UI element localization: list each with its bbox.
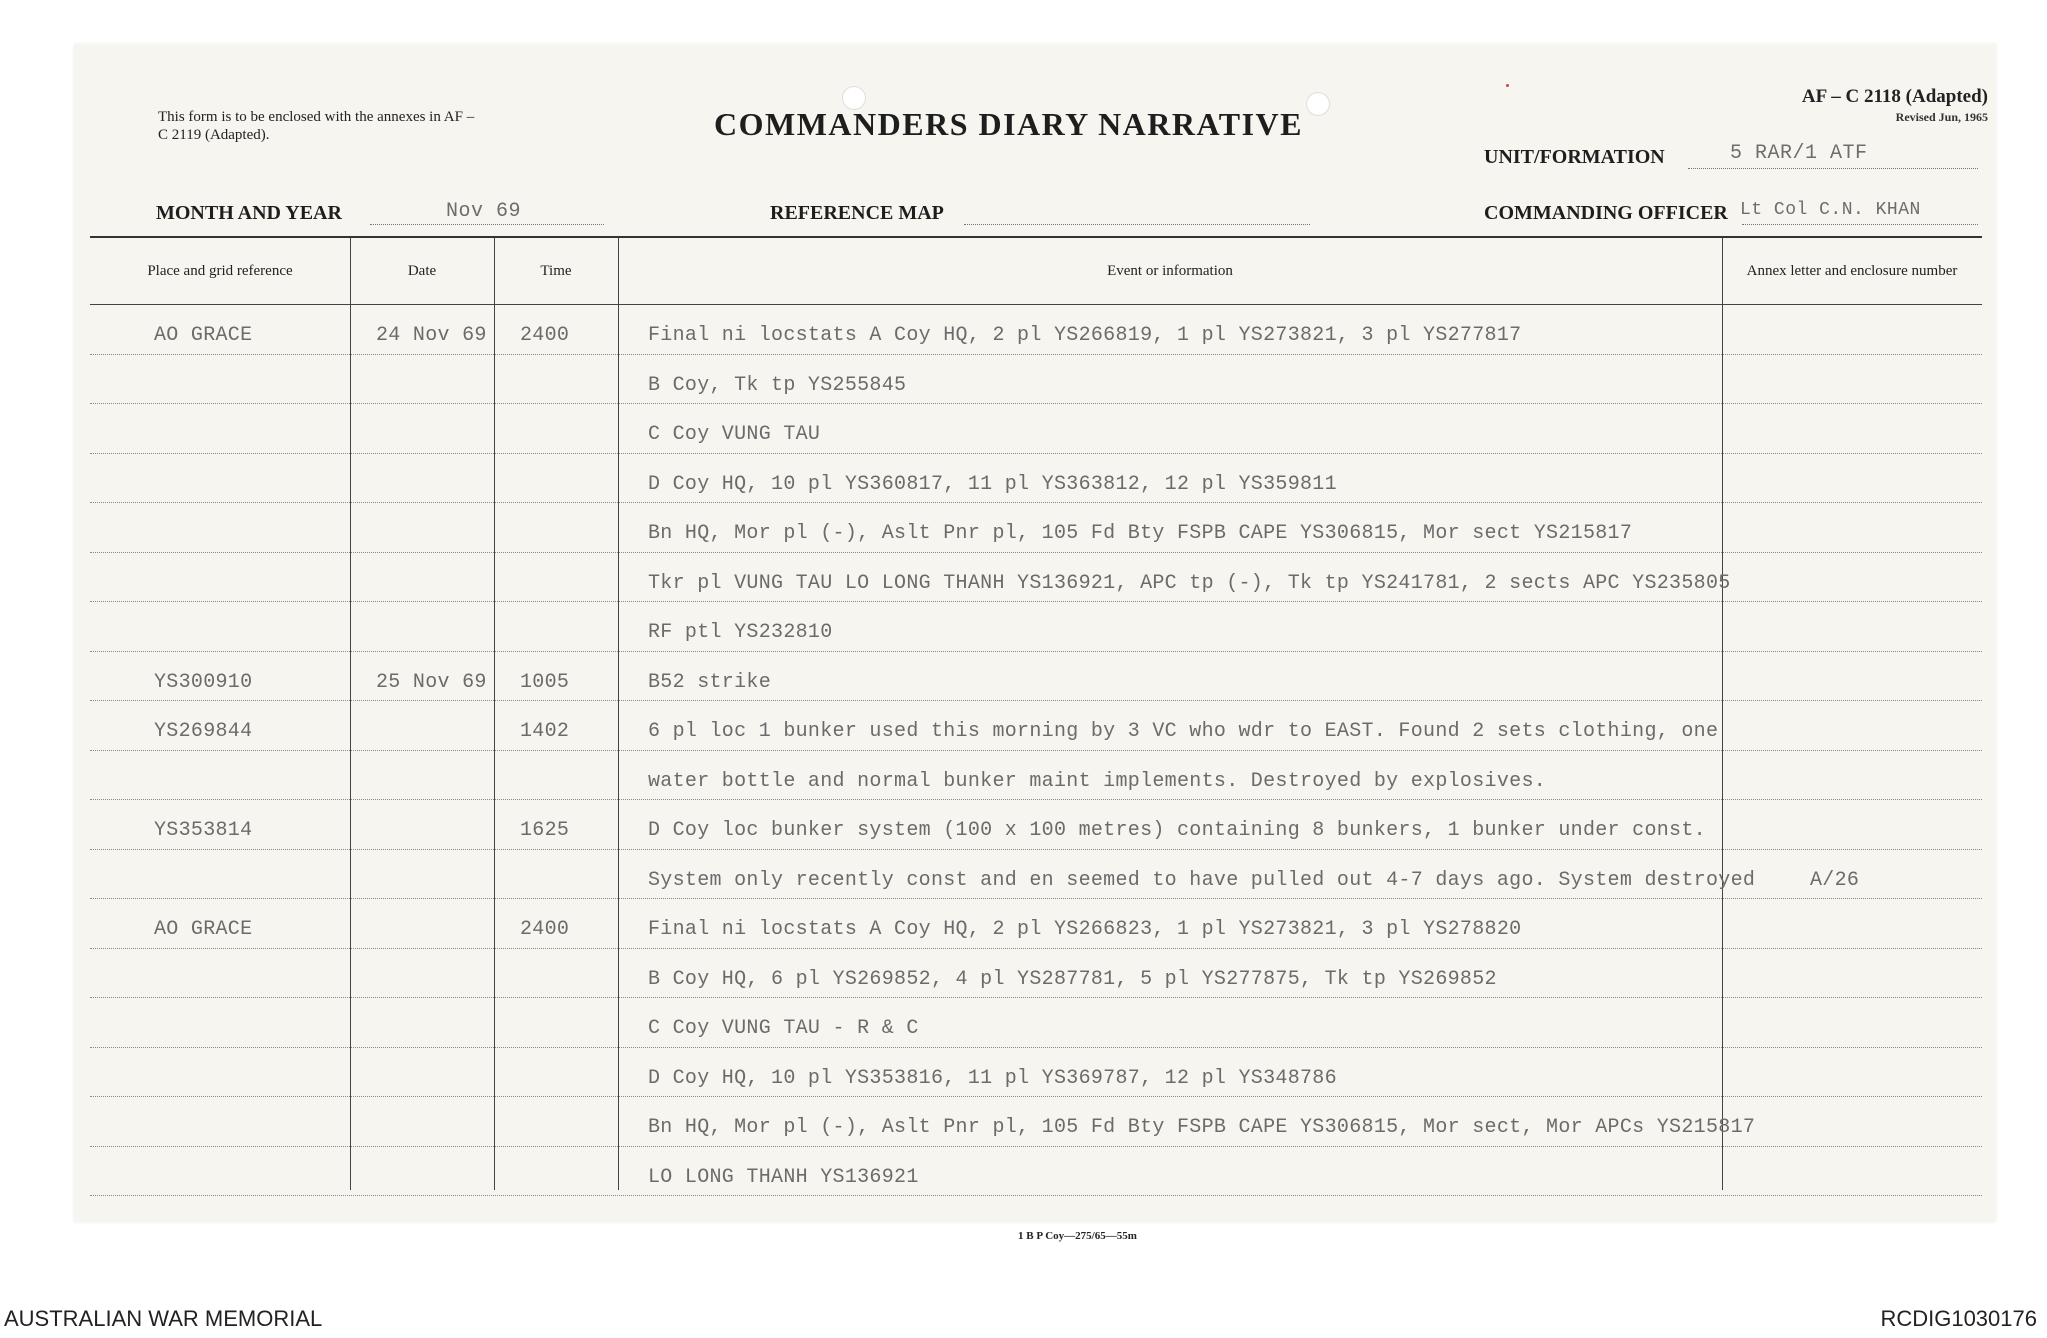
form-instruction-note: This form is to be enclosed with the annexes in AF – C 2119 (Adapted). [158, 109, 475, 143]
unit-formation-value: 5 RAR/1 ATF [1730, 142, 1868, 165]
row-dotted-rule [90, 403, 1982, 404]
row-dotted-rule [90, 1047, 1982, 1048]
month-year-dotline [370, 224, 604, 225]
unit-formation-label: UNIT/FORMATION [1484, 146, 1665, 168]
header-date: Date [407, 263, 437, 279]
row-place-cell: YS353814 [154, 819, 253, 842]
header-event-information: Event or information [1107, 263, 1233, 279]
commanding-officer-value: Lt Col C.N. KHAN [1740, 200, 1921, 220]
row-dotted-rule [90, 799, 1982, 800]
archive-item-id: RCDIG1030176 [1880, 1306, 2037, 1331]
punch-hole-right [1306, 92, 1330, 116]
row-dotted-rule [90, 700, 1982, 701]
row-dotted-rule [90, 997, 1982, 998]
row-dotted-rule [90, 552, 1982, 553]
row-date-cell: 25 Nov 69 [376, 670, 487, 694]
row-event-cell: Final ni locstats A Coy HQ, 2 pl YS266823, 1 pl YS273821, 3 pl YS278820 [648, 918, 1522, 941]
month-year-label: MONTH AND YEAR [156, 202, 342, 224]
row-dotted-rule [90, 354, 1982, 355]
header-annex-enclosure: Annex letter and enclosure number [1746, 263, 1958, 279]
row-event-cell: D Coy loc bunker system (100 x 100 metres) containing 8 bunkers, 1 bunker under const. [648, 819, 1706, 842]
printer-imprint: 1 B P Coy—275/65—55m [1018, 1230, 1137, 1242]
narrative-table [90, 236, 1982, 1190]
reference-map-dotline [964, 224, 1310, 225]
month-year-value: Nov 69 [446, 200, 522, 223]
row-dotted-rule [90, 849, 1982, 850]
row-event-cell: D Coy HQ, 10 pl YS360817, 11 pl YS363812, 12 pl YS359811 [648, 472, 1337, 496]
row-place-cell: YS269844 [154, 720, 253, 743]
commanding-officer-dotline [1742, 224, 1978, 225]
row-event-cell: LO LONG THANH YS136921 [648, 1165, 919, 1189]
row-dotted-rule [90, 1195, 1982, 1196]
row-time-cell: 2400 [520, 324, 570, 347]
row-event-cell: Tkr pl VUNG TAU LO LONG THANH YS136921, APC tp (-), Tk tp YS241781, 2 sects APC YS235805 [648, 571, 1731, 595]
row-time-cell: 2400 [520, 918, 570, 941]
row-dotted-rule [90, 651, 1982, 652]
row-event-cell: B Coy HQ, 6 pl YS269852, 4 pl YS287781, 5 pl YS277875, Tk tp YS269852 [648, 967, 1497, 991]
row-date-cell: 24 Nov 69 [376, 324, 487, 347]
row-event-cell: water bottle and normal bunker maint implements. Destroyed by explosives. [648, 769, 1547, 793]
row-event-cell: D Coy HQ, 10 pl YS353816, 11 pl YS369787, 12 pl YS348786 [648, 1066, 1337, 1090]
row-place-cell: YS300910 [154, 670, 253, 694]
row-event-cell: C Coy VUNG TAU - R & C [648, 1017, 919, 1040]
row-annex-cell: A/26 [1810, 868, 1860, 892]
archive-credit: AUSTRALIAN WAR MEMORIAL [4, 1306, 323, 1331]
row-event-cell: Final ni locstats A Coy HQ, 2 pl YS266819, 1 pl YS273821, 3 pl YS277817 [648, 324, 1522, 347]
row-dotted-rule [90, 948, 1982, 949]
header-place-grid-reference: Place and grid reference [147, 263, 293, 279]
row-event-cell: Bn HQ, Mor pl (-), Aslt Pnr pl, 105 Fd Bty FSPB CAPE YS306815, Mor sect, Mor APCs YS215817 [648, 1116, 1756, 1139]
row-time-cell: 1625 [520, 819, 570, 842]
row-event-cell: RF ptl YS232810 [648, 621, 833, 644]
form-title: COMMANDERS DIARY NARRATIVE [714, 106, 1303, 142]
row-time-cell: 1402 [520, 720, 570, 743]
row-place-cell: AO GRACE [154, 324, 253, 347]
row-dotted-rule [90, 502, 1982, 503]
row-time-cell: 1005 [520, 670, 570, 694]
row-dotted-rule [90, 750, 1982, 751]
row-dotted-rule [90, 601, 1982, 602]
row-event-cell: C Coy VUNG TAU [648, 423, 821, 446]
row-event-cell: 6 pl loc 1 bunker used this morning by 3 VC who wdr to EAST. Found 2 sets clothing, one [648, 720, 1719, 743]
row-event-cell: System only recently const and en seemed to have pulled out 4-7 days ago. System destroyed [648, 868, 1756, 892]
row-event-cell: B52 strike [648, 670, 772, 694]
ink-mark [1506, 84, 1509, 87]
row-dotted-rule [90, 1146, 1982, 1147]
header-time: Time [540, 263, 572, 279]
row-event-cell: B Coy, Tk tp YS255845 [648, 373, 907, 397]
diary-form-sheet [74, 44, 1996, 1242]
row-event-cell: Bn HQ, Mor pl (-), Aslt Pnr pl, 105 Fd Bty FSPB CAPE YS306815, Mor sect YS215817 [648, 522, 1633, 545]
unit-formation-dotline [1688, 168, 1978, 169]
reference-map-label: REFERENCE MAP [770, 202, 944, 224]
form-revision-date: Revised Jun, 1965 [1895, 110, 1988, 124]
form-number: AF – C 2118 (Adapted) [1801, 86, 1988, 107]
commanding-officer-label: COMMANDING OFFICER [1484, 202, 1728, 224]
row-dotted-rule [90, 1096, 1982, 1097]
row-place-cell: AO GRACE [154, 918, 253, 941]
row-dotted-rule [90, 898, 1982, 899]
header-rule [90, 304, 1982, 305]
row-dotted-rule [90, 453, 1982, 454]
